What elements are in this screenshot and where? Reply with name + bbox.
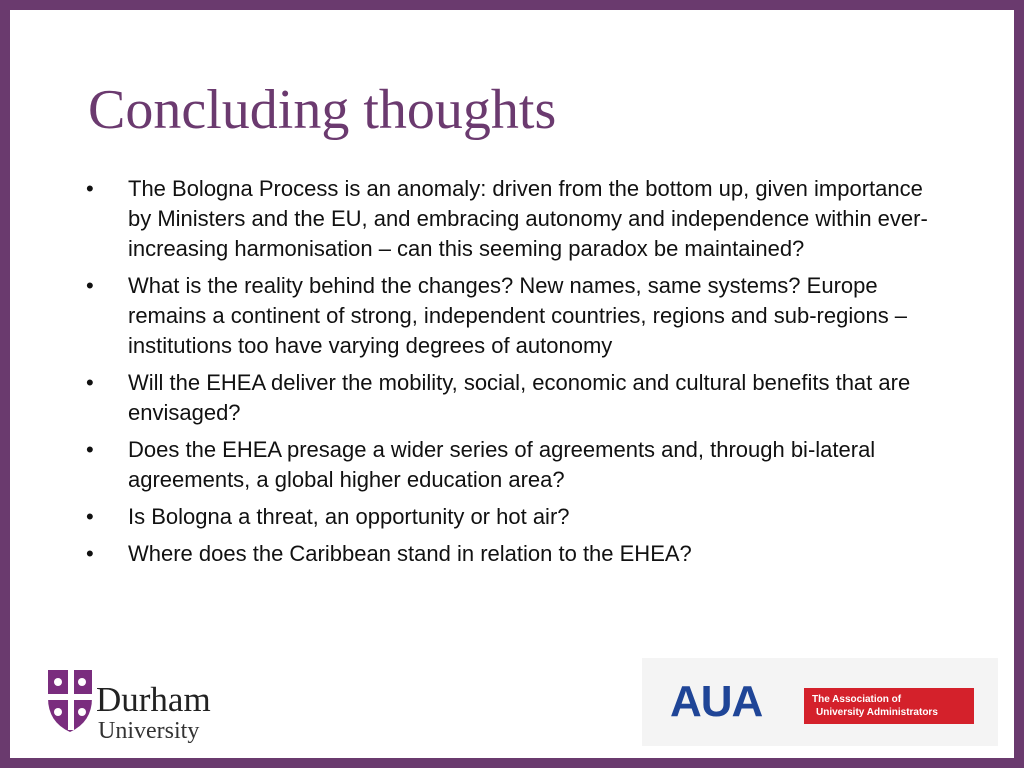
slide-title: Concluding thoughts bbox=[88, 79, 557, 141]
bullet-marker: • bbox=[86, 273, 94, 298]
bullet-item bbox=[86, 174, 946, 264]
aua-logo bbox=[642, 658, 998, 746]
bullet-item bbox=[86, 271, 946, 361]
bullet-marker: • bbox=[86, 176, 94, 201]
durham-crest-icon bbox=[46, 664, 96, 734]
aua-wordmark: AUA bbox=[670, 677, 763, 726]
bullet-marker: • bbox=[86, 370, 94, 395]
slide bbox=[10, 10, 1014, 758]
bullet-item bbox=[86, 368, 946, 428]
bullet-marker: • bbox=[86, 437, 94, 462]
bullet-marker: • bbox=[86, 504, 94, 529]
durham-wordmark: Durham bbox=[96, 680, 211, 719]
bullet-marker: • bbox=[86, 541, 94, 566]
university-wordmark: University bbox=[98, 718, 200, 744]
bullet-text: Where does the Caribbean stand in relation to the EHEA? bbox=[128, 541, 692, 566]
bullet-item bbox=[86, 502, 946, 532]
bullet-text: What is the reality behind the changes? New names, same systems? Europe remains a continent of strong, independent countries, regions and sub-regions – institutions too have varying degrees of autonomy bbox=[128, 273, 908, 358]
bullet-text: Does the EHEA presage a wider series of agreements and, through bi-lateral agreements, a global higher education area? bbox=[128, 437, 876, 492]
durham-university-logo bbox=[46, 660, 246, 750]
bullet-item bbox=[86, 435, 946, 495]
aua-tagline-line2: University Administrators bbox=[816, 707, 938, 718]
bullet-text: The Bologna Process is an anomaly: driven from the bottom up, given importance by Ministers and the EU, and embracing autonomy and independence within ever-increasing harmonisation – can this seeming paradox be maintained? bbox=[128, 176, 928, 261]
aua-tagline-banner bbox=[804, 688, 974, 724]
bullet-text: Is Bologna a threat, an opportunity or hot air? bbox=[128, 504, 570, 529]
aua-tagline-line1: The Association of bbox=[812, 694, 902, 705]
bullet-list bbox=[86, 174, 946, 576]
bullet-text: Will the EHEA deliver the mobility, social, economic and cultural benefits that are envisaged? bbox=[128, 370, 911, 425]
bullet-item bbox=[86, 539, 946, 569]
